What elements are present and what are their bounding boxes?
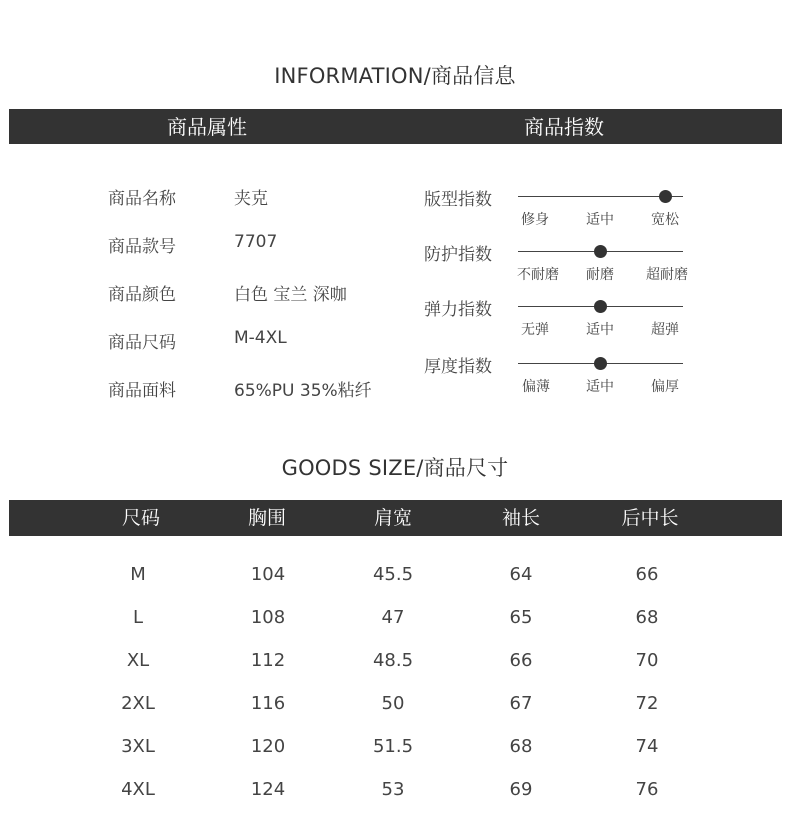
index-tick: 适中 bbox=[586, 212, 614, 228]
index-tick: 宽松 bbox=[651, 212, 679, 228]
index-tick: 适中 bbox=[586, 322, 614, 338]
attr-value: 7707 bbox=[234, 232, 278, 252]
table-cell: 2XL bbox=[121, 693, 155, 714]
table-cell: XL bbox=[126, 650, 150, 671]
table-cell: 45.5 bbox=[372, 564, 414, 585]
table-cell: 112 bbox=[250, 650, 286, 671]
size-col-header: 后中长 bbox=[621, 507, 679, 529]
size-header-bar bbox=[9, 500, 782, 536]
table-cell: 70 bbox=[635, 650, 659, 671]
index-level-dot bbox=[594, 300, 607, 313]
info-title: INFORMATION/商品信息 bbox=[274, 64, 516, 88]
table-cell: 50 bbox=[381, 693, 405, 714]
index-label: 防护指数 bbox=[424, 245, 492, 265]
index-label: 版型指数 bbox=[424, 190, 492, 210]
index-tick: 无弹 bbox=[521, 322, 549, 338]
size-col-header: 袖长 bbox=[501, 507, 541, 529]
table-cell: 124 bbox=[250, 779, 286, 800]
table-cell: 67 bbox=[509, 693, 533, 714]
attr-label: 商品尺码 bbox=[108, 333, 176, 353]
index-tick: 超弹 bbox=[651, 322, 679, 338]
attr-label: 商品款号 bbox=[108, 237, 176, 257]
size-title: GOODS SIZE/商品尺寸 bbox=[281, 456, 509, 480]
table-cell: 120 bbox=[250, 736, 286, 757]
size-col-header: 尺码 bbox=[121, 507, 161, 529]
table-cell: 66 bbox=[509, 650, 533, 671]
index-tick: 耐磨 bbox=[586, 267, 614, 283]
table-cell: 68 bbox=[635, 607, 659, 628]
index-tick: 偏厚 bbox=[651, 379, 679, 395]
size-col-header: 肩宽 bbox=[373, 507, 413, 529]
index-tick: 偏薄 bbox=[522, 379, 550, 395]
attr-value: 白色 宝兰 深咖 bbox=[234, 285, 347, 305]
table-cell: 68 bbox=[509, 736, 533, 757]
table-cell: 51.5 bbox=[372, 736, 414, 757]
index-tick: 不耐磨 bbox=[517, 267, 559, 283]
index-tick: 适中 bbox=[586, 379, 614, 395]
table-cell: 3XL bbox=[121, 736, 155, 757]
attr-value: 65%PU 35%粘纤 bbox=[234, 381, 372, 401]
index-label: 厚度指数 bbox=[424, 357, 492, 377]
index-tick: 修身 bbox=[521, 212, 549, 228]
index-level-dot bbox=[659, 190, 672, 203]
info-header-bar bbox=[9, 109, 782, 144]
table-cell: 69 bbox=[509, 779, 533, 800]
table-cell: 108 bbox=[250, 607, 286, 628]
index-label: 弹力指数 bbox=[424, 300, 492, 320]
attr-label: 商品名称 bbox=[108, 189, 176, 209]
index-header: 商品指数 bbox=[524, 115, 604, 139]
attr-label: 商品颜色 bbox=[108, 285, 176, 305]
attr-value: M-4XL bbox=[234, 328, 287, 348]
table-cell: 4XL bbox=[121, 779, 155, 800]
table-cell: 74 bbox=[635, 736, 659, 757]
table-cell: 66 bbox=[635, 564, 659, 585]
table-cell: 65 bbox=[509, 607, 533, 628]
table-cell: 64 bbox=[509, 564, 533, 585]
table-cell: 116 bbox=[250, 693, 286, 714]
table-cell: 72 bbox=[635, 693, 659, 714]
table-cell: 48.5 bbox=[372, 650, 414, 671]
table-cell: 104 bbox=[250, 564, 286, 585]
index-level-dot bbox=[594, 357, 607, 370]
table-cell: M bbox=[130, 564, 146, 585]
size-col-header: 胸围 bbox=[247, 507, 287, 529]
attr-value: 夹克 bbox=[234, 189, 268, 209]
table-cell: 53 bbox=[381, 779, 405, 800]
attr-header: 商品属性 bbox=[167, 115, 247, 139]
table-cell: 47 bbox=[381, 607, 405, 628]
table-cell: L bbox=[132, 607, 144, 628]
index-tick: 超耐磨 bbox=[646, 267, 688, 283]
table-cell: 76 bbox=[635, 779, 659, 800]
attr-label: 商品面料 bbox=[108, 381, 176, 401]
index-level-dot bbox=[594, 245, 607, 258]
